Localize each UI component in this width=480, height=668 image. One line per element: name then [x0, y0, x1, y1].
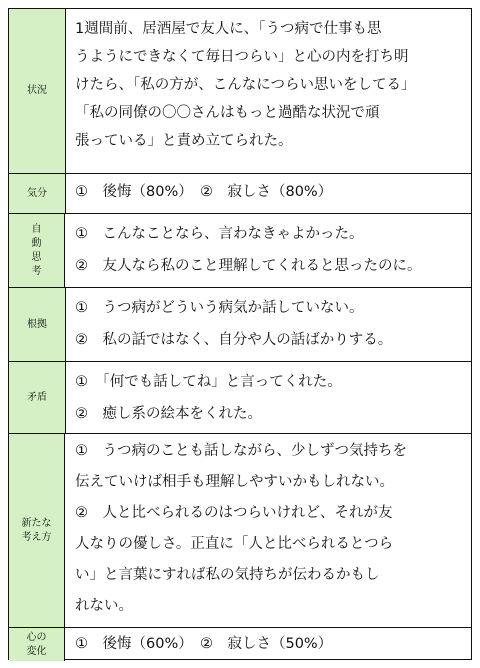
- contradiction-line: ② 癒し系の絵本をくれた。: [75, 406, 262, 422]
- content-contradiction: [65, 362, 471, 433]
- content-situation: [65, 9, 471, 173]
- content-auto-thought: [65, 214, 471, 287]
- new-view-line: い」と言葉にすれば私の気持ちが伝わるかもし: [75, 567, 380, 583]
- situation-line: うようにできなくて毎日つらい」と心の内を打ち明: [75, 49, 409, 65]
- cognitive-record-table: [8, 8, 472, 660]
- basis-line: ① うつ病がどういう病気か話していない。: [75, 300, 364, 316]
- content-new-view: [65, 434, 471, 627]
- content-basis: [65, 288, 471, 361]
- auto-thought-line: ① こんなことなら、言わなきゃよかった。: [75, 226, 364, 242]
- content-mood: [65, 174, 471, 213]
- row-new-view: [9, 433, 471, 627]
- label-change: 心の変化: [9, 628, 65, 661]
- new-view-line: れない。: [75, 598, 133, 614]
- new-view-line: ① うつ病のことも話しながら、少しずつ気持ちを: [75, 443, 407, 459]
- situation-line: 「私の同僚の〇〇さんはもっと過酷な状況で頑: [75, 105, 380, 121]
- row-change: [9, 627, 471, 661]
- label-basis: 根拠: [9, 288, 66, 361]
- row-situation: [9, 9, 471, 173]
- contradiction-line: ① 「何でも話してね」と言ってくれた。: [75, 374, 342, 390]
- auto-thought-line: ② 友人なら私のこと理解してくれると思ったのに。: [75, 258, 422, 274]
- label-situation: 状況: [9, 9, 66, 173]
- row-mood: [9, 173, 471, 213]
- row-basis: [9, 287, 471, 361]
- situation-line: 張っている」と責め立てられた。: [75, 133, 293, 149]
- content-change: [65, 628, 471, 661]
- new-view-line: 伝えていけば相手も理解しやすいかもしれない。: [75, 474, 394, 490]
- label-contradiction: 矛盾: [9, 362, 66, 433]
- label-auto-thought: 自動思考: [9, 214, 65, 287]
- row-auto-thought: [9, 213, 471, 287]
- basis-line: ② 私の話ではなく、自分や人の話ばかりする。: [75, 332, 393, 348]
- new-view-line: ② 人と比べられるのはつらいけれど、それが友: [75, 505, 393, 521]
- situation-line: 1週間前、居酒屋で友人に、「うつ病で仕事も思: [75, 21, 382, 37]
- situation-line: けたら、「私の方が、こんなにつらい思いをしてる」: [75, 77, 416, 93]
- label-new-view: 新たな考え方: [9, 434, 65, 627]
- change-text: ① 後悔（60%） ② 寂しさ（50%）: [75, 636, 333, 652]
- row-contradiction: [9, 361, 471, 433]
- label-mood: 気分: [9, 174, 66, 213]
- new-view-line: 人なりの優しさ。正直に「人と比べられるとつら: [75, 536, 394, 552]
- mood-text: ① 後悔（80%） ② 寂しさ（80%）: [75, 184, 333, 200]
